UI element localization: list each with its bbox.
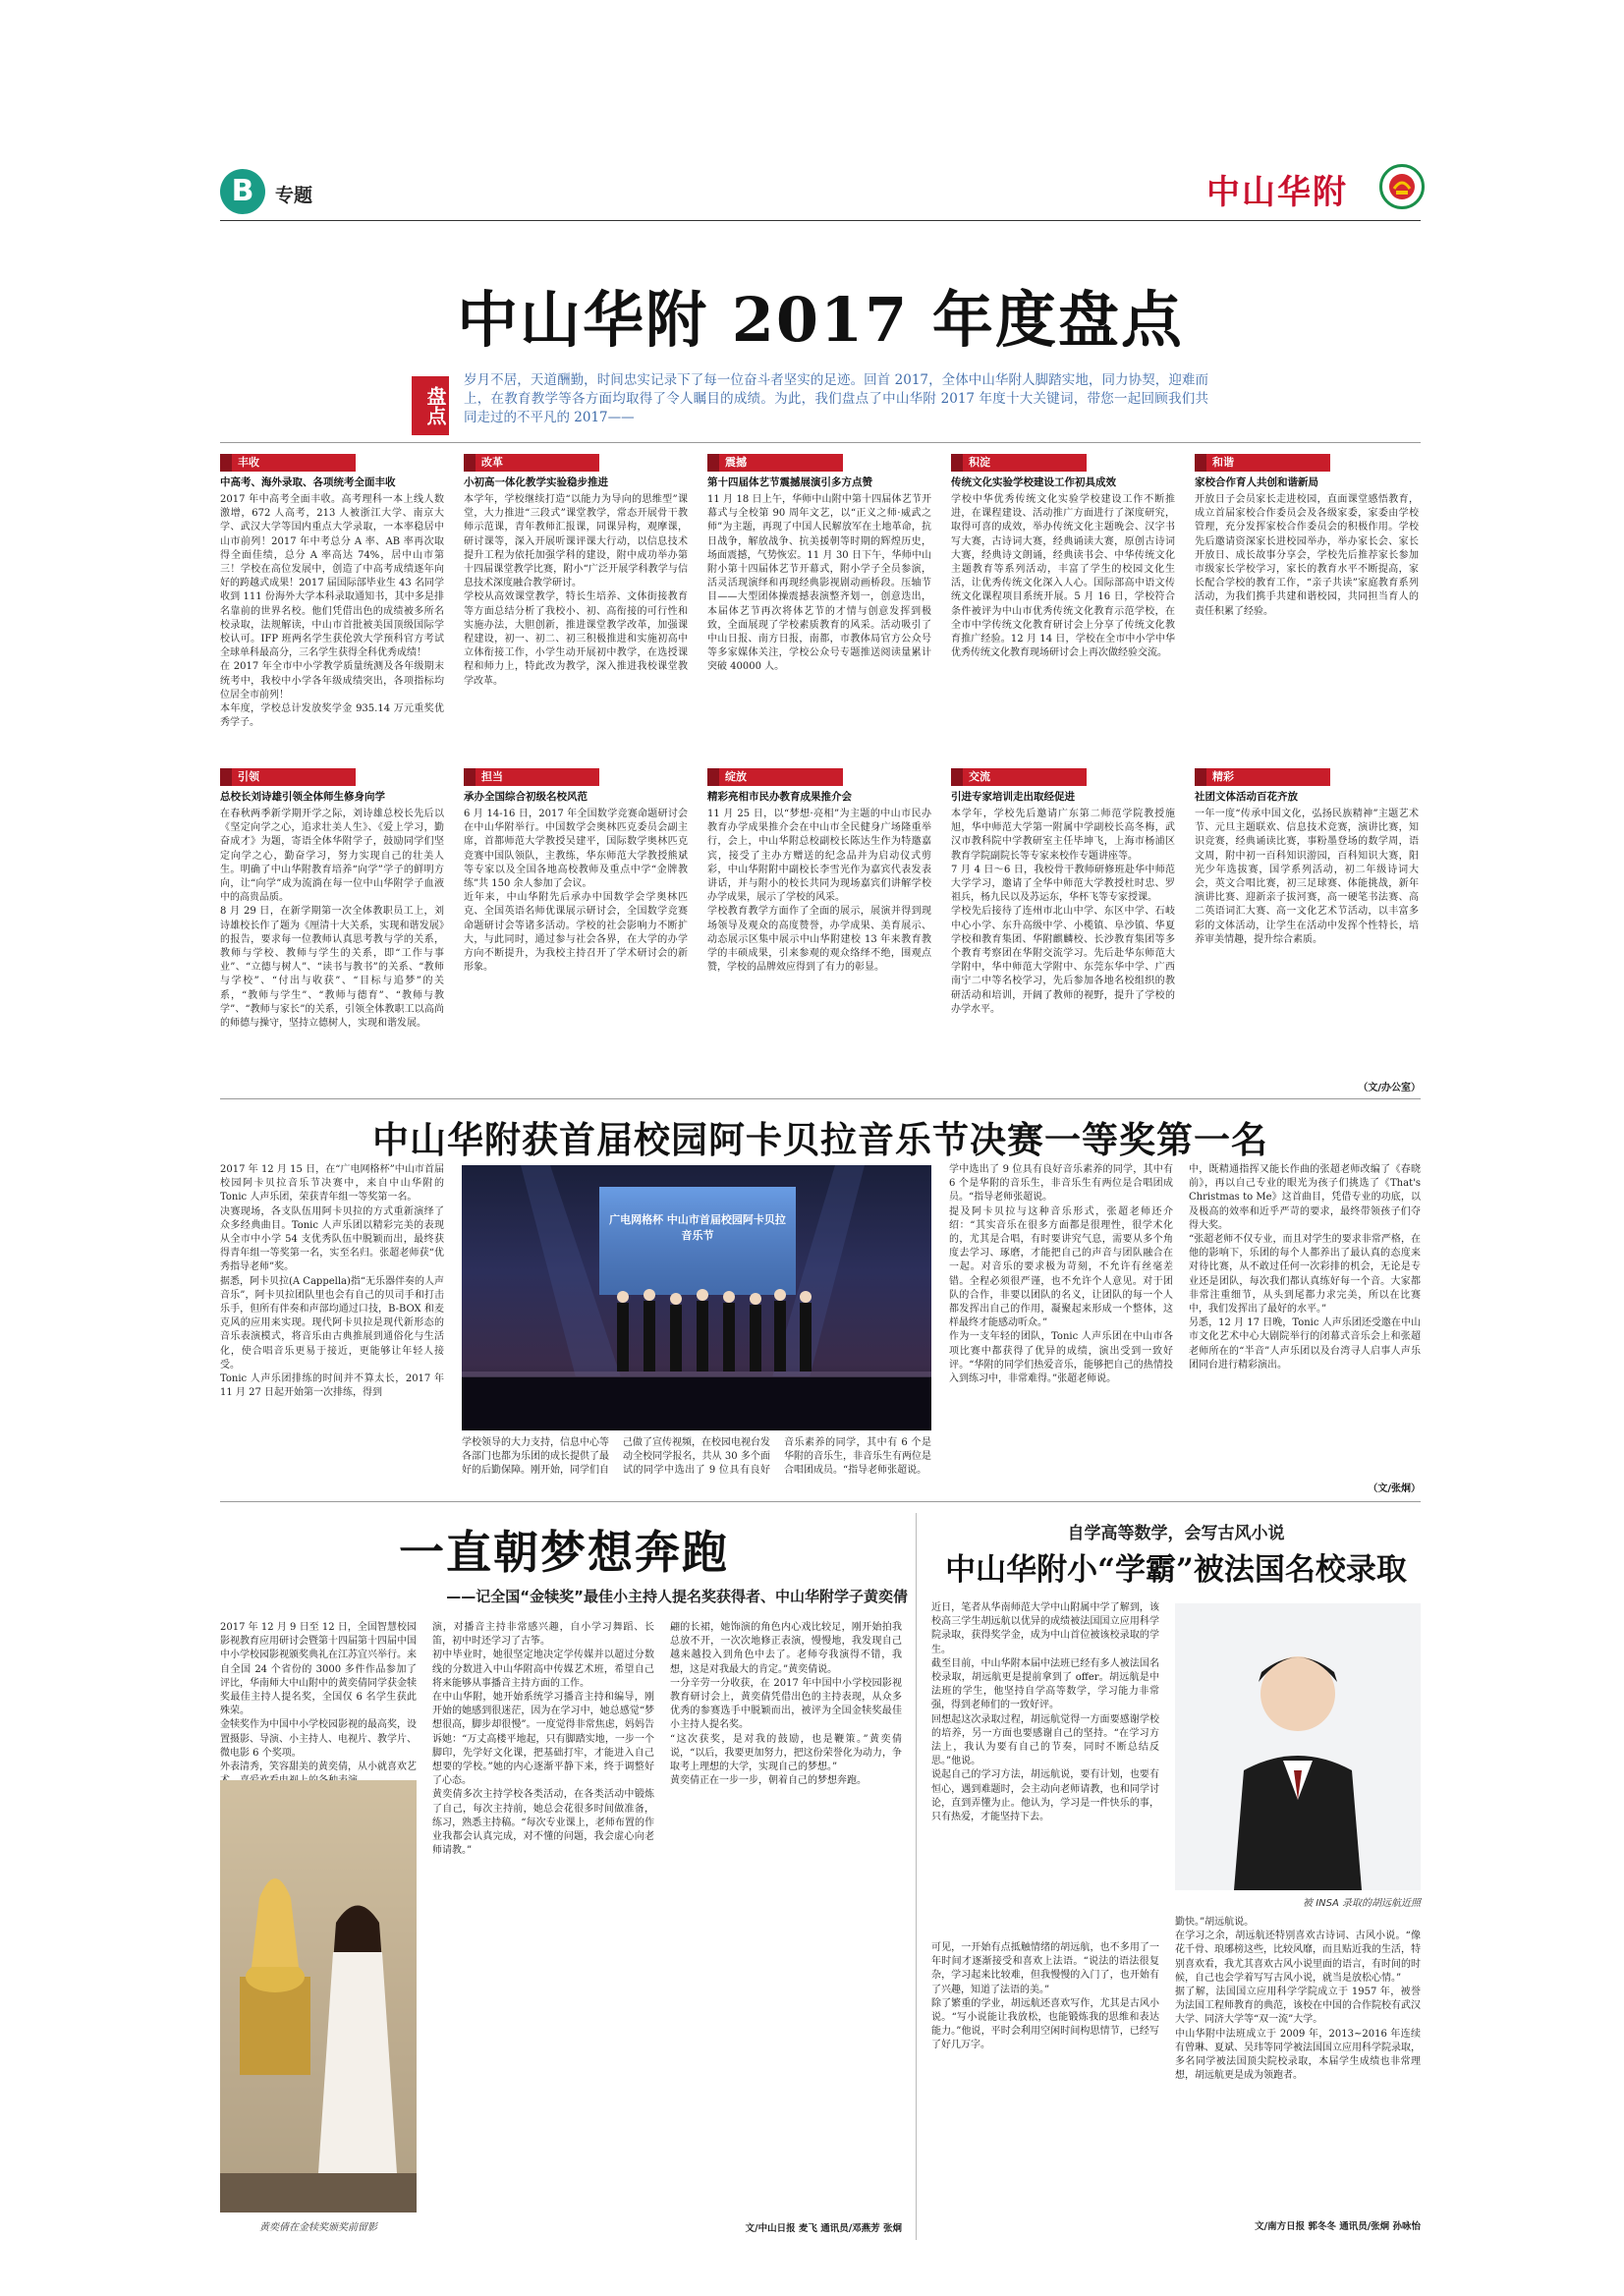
intro-text: 岁月不居，天道酬勤，时间忠实记录下了每一位奋斗者坚实的足迹。回首 2017，全体中山华附人脚踏实地，同力协契，迎难而上，在教育教学等各方面均取得了令人瞩目的成绩。为此，我们盘点了中山华附 2017 年度十大关键词，带您一起回顾我们共同走过的不平凡的 2017—— [464, 372, 1208, 425]
section-subtitle: 第十四届体艺节震撼展演引多方点赞 [707, 476, 872, 488]
section-tag: 交流 [951, 768, 1087, 786]
keyword-section [951, 768, 1175, 1089]
section-subtitle: 精彩亮相市民办教育成果推介会 [707, 791, 852, 803]
section-tag: 引领 [220, 768, 356, 786]
article3-title: 一直朝梦想奔跑 [399, 1526, 729, 1579]
article3-col3: 翩的长裙，她饰演的角色内心戏比较足，刚开始拍我总放不开，一次次地修正表演，慢慢地，我发现自己越来越投入到角色中去了。老师夸我演得不错，我想，这是对我最大的肯定。”黄奕倩说。 一分辛劳一分收获，在 2017 年中国中小学校园影视教育研讨会上，黄奕倩凭借出色的主持表现，从众多优秀的参赛选手中脱颖而出，被评为全国金犊奖最佳小主持人提名奖。 “这次获奖，是对我的鼓励，也是鞭策。”黄奕倩说，“以后，我要更加努力，把这份荣誉化为动力，争取考上理想的大学，实现自己的梦想。” 黄奕倩正在一步一步，朝着自己的梦想奔跑。 [670, 1622, 902, 1787]
article3-col2: 演，对播音主持非常感兴趣，自小学习舞蹈、长笛，初中时还学习了古筝。 初中毕业时，她很坚定地决定学传媒并以超过分数线的分数进入中山华附高中传媒艺术班，希望自己将来能够从事播音主持方面的工作。 在中山华附，她开始系统学习播音主持和编导，刚开始的她感到很迷茫，因为在学习中，她总感觉“梦想很高，脚步却很慢”。一度觉得非常焦虑，妈妈告诉她：“万丈高楼平地起，只有脚踏实地，一步一个脚印，先学好文化课，把基础打牢，才能进入自己想要的学校。”她的内心逐渐平静下来，终于调整好了心态。 黄奕倩多次主持学校各类活动，在各类活动中锻炼了自己，每次主持前，她总会花很多时间做准备，练习，熟悉主持稿。“每次专业课上，老师布置的作业我都会认真完成，对不懂的问题，我会虚心向老师请教。” [432, 1622, 654, 1857]
section-tag: 丰收 [220, 454, 356, 472]
article2-col3: 学中选出了 9 位具有良好音乐素养的同学，其中有 6 个是华附的音乐生，非音乐生有两位是合唱团成员。“指导老师张超说。 提及阿卡贝拉与这种音乐形式，张超老师还介绍：“其实音乐在很多方面都是很理性，很学术化的，尤其是合唱，有时要讲究气息，需要从多个角度去学习、琢磨，才能把自己的声音与团队融合在一起。对音乐的要求极为苛刻，不允许有丝毫差错。全程必须很严谨，也不允许个人意见。对于团队的合作，非要以团队的名义，让团队的每一个人都发挥出自己的作用，凝聚起来形成一个整体，这样最终才能感动听众。” 作为一支年轻的团队，Tonic 人声乐团在中山市各项比赛中都获得了优异的成绩，演出受到一致好评。“华附的同学们热爱音乐，能够把自己的热情投入到练习中，非常难得。”张超老师说。 [949, 1164, 1173, 1385]
student-illustration [1175, 1603, 1421, 1890]
masthead: 中山华附 [1206, 173, 1348, 212]
intro-tag-text: 盘点 [423, 386, 447, 425]
section-body: 本学年，学校继续打造“以能力为导向的思维型”课堂，大力推进“三段式”课堂教学，常态开展骨干教师示范课，青年教师汇报课，同课异构，观摩课，研讨课等，深入开展听课评课大行动，以信息技术提升工程为依托加强学科的建设，附中成功举办第十四届课堂教学比赛，附小“广泛开展学科教学与信息技术深度融合教学研讨。 学校从高效课堂教学，特长生培养、文体街接教育等方面总结分析了我校小、初、高衔接的可行性和实施办法，大胆创新，推进课堂教学改革，加强课程建设，初一、初二、初三积极推进和实施初高中立体衔接工作，小学生动开展初中教学，在选授课程和师力上，特此改为教学，深入推进我校课堂教学改革。 [464, 494, 688, 687]
section-tag: 和谐 [1195, 454, 1330, 472]
keyword-section [220, 768, 444, 1089]
section-body: 11 月 25 日，以“梦想·亮相”为主题的中山市民办教育办学成果推介会在中山市全民健身广场隆重举行，会上，中山华附总校副校长陈达生作为特邀嘉宾，接受了主办方赠送的纪念品并为启动仪式剪彩，中山华附附中副校长李雪光作为嘉宾代表发表讲话，并与附小的校长共同为现场嘉宾们讲解学校办学成果，展示了学校的风采。 学校教育教学方面作了全面的展示，展演并得到现场领导及观众的高度赞誉，办学成果、美育展示、动态展示区集中展示中山华附建校 13 年来教育教学的丰硕成果，引来参观的观众络绎不绝，围观点赞，学校的品牌效应得到了有力的彰显。 [707, 809, 931, 974]
section-body: 本学年，学校先后邀请广东第二师范学院教授施旭，华中师范大学第一附属中学副校长高冬梅，武汉市教科院中学教研室主任毕坤飞，上海市杨浦区教育学院副院长等专家来校作专题讲座等。 7 月 4 日～6 日，我校骨干教师研修班赴华中师范大学学习，邀请了全华中师范大学教授杜时忠、罗祖兵，杨九民以及苏运东，华杯飞等专家授课。 学校先后接待了连州市北山中学、东区中学、石岐中心小学、东升高级中学、小榄镇、阜沙镇、华夏学校和教育集团、华附麒麟校、长沙教育集团等多个教育考察团在华附交流学习。先后赴华东师范大学附中，华中师范大学附中、东莞东华中学、广西南宁二中等名校学习，先后参加各地名校组织的教研活动和培训，开阔了教师的视野，提升了学校的办学水平。 [951, 809, 1175, 1015]
award-photo [220, 1780, 417, 2212]
keyword-section [707, 454, 931, 764]
award-photo-caption: 黄奕倩在金犊奖颁奖前留影 [259, 2222, 377, 2233]
keyword-section [1195, 768, 1419, 1089]
section-subtitle: 承办全国综合初级名校风范 [464, 791, 588, 803]
keyword-section [464, 454, 688, 764]
section-badge [220, 169, 265, 214]
student-photo [1175, 1603, 1421, 1890]
article4-col2: 可见，一开始有点抵触情绪的胡远航，也不多用了一年时间才逐渐接受和喜欢上法语。“说法的语法很复杂，学习起来比较难，但我慢慢的入门了，也开始有了兴趣，知道了法语的美。” 除了繁重的学业，胡远航还喜欢写作，尤其是古风小说。“写小说能让我放松，也能锻炼我的思维和表达能力。”他说，平时会利用空闲时间构思情节，已经写了好几万字。 [931, 1942, 1159, 2051]
article3-col1: 2017 年 12 月 9 日至 12 日，全国智慧校园影视教育应用研讨会暨第十四届第十四届中国中小学校园影视颁奖典礼在江苏宜兴举行。来自全国 24 个省份的 3000 多件作品参加了评比，华南师大中山附中的黄奕倩同学获金犊奖最佳主持人提名奖，全国仅 6 名学生获此殊荣。 金犊奖作为中国中小学校园影视的最高奖，设置摄影、导演、小主持人、电视片、教学片、微电影 6 个奖项。 外表清秀，笑容甜美的黄奕倩，从小就喜欢艺 [220, 1622, 417, 1773]
section-subtitle: 引进专家培训走出取经促进 [951, 791, 1075, 803]
section-body: 一年一度“传承中国文化，弘扬民族精神”主题艺术节、元旦主题联欢、信息技术竞赛，演讲比赛，知识竞赛，经典诵读比赛，事粉墨登场的数学周，语文周，附中初一百科知识游园，百科知识大赛，阳光少年选拔赛，国学系列活动，初二年级诗词大会，英文合唱比赛，初三足球赛、体能挑战，新年演讲比赛、迎新亲子拔河赛，高一硬笔书法赛、高二英语词汇大赛、高一文化艺术节活动，以丰富多彩的文体活动，让学生在活动中发挥个性特长，培养审美情趣，提升综合素质。 [1195, 809, 1419, 945]
section-subtitle: 中高考、海外录取、各项统考全面丰收 [220, 476, 396, 488]
keyword-section [220, 454, 444, 764]
keyword-section [951, 454, 1175, 764]
intro-tag [412, 376, 449, 435]
section-column [220, 454, 444, 1089]
section-body: 2017 年中高考全面丰收。高考理科一本上线人数激增，672 人高考，213 人被浙江大学、南京大学、武汉大学等国内重点大学录取，一本率稳居中山市前列！2017 年中考总分 A 率、AB 率再次取得全面佳绩，总分 A 率高达 74%，居中山市第三！学校在高位发展中，创造了中高考成绩逐年向好的跨越式成果！2017 届国际部毕业生 43 名同学收到 111 份海外大学本科录取通知书，其中多是排名靠前的世界名校。他们凭借出色的成绩被多所名校录取，法规解读，中山市首批被美国顶级国际学校认可。IFP 班两名学生获伦敦大学预科官方考试全球单科最高分，三名学生获得全科优秀成绩！ 在 2017 年全市中小学教学质量统测及各年级期末统考中，我校中小学各年级成绩突出，各项指标均位居全市前列！ 本年度，学校总计发放奖学金 935.14 万元重奖优秀学子。 [220, 494, 444, 729]
section-column [707, 454, 931, 1089]
section-body: 学校中华优秀传统文化实验学校建设工作不断推进，在课程建设、活动推广方面进行了深度研究，取得可喜的成效，举办传统文化主题晚会、汉字书写大赛，古诗词大赛，经典诵读大赛，原创古诗词大赛，经典诗文朗诵，经典读书会、中华传统文化主题教育等系列活动，丰富了学生的校园文化生活，让优秀传统文化深入人心。国际部高中语文传统文化课程项目系统开展。5 月 16 日，学校符合条件被评为中山市优秀传统文化教育示范学校，在全市中学传统文化教育研讨会上分享了传统文化教育推广经验。12 月 14 日，学校在全市中小学中华优秀传统文化教育现场研讨会上再次做经验交流。 [951, 494, 1175, 659]
stage-banner: 广电网格杯 中山市首届校园阿卡贝拉音乐节 [609, 1213, 786, 1242]
section-column [1195, 454, 1419, 1089]
article4-kicker: 自学高等数学，会写古风小说 [1067, 1524, 1285, 1543]
article4-signature: 文/南方日报 郭冬冬 通讯员/张炯 孙咏怡 [1255, 2221, 1421, 2232]
section-letter: B [231, 174, 254, 208]
section-tag: 震撼 [707, 454, 843, 472]
article3-subtitle: ——记全国“金犊奖”最佳小主持人提名奖获得者、中山华附学子黄奕倩 [446, 1588, 908, 1605]
section-name: 专题 [275, 185, 313, 206]
section-tag: 绽放 [707, 768, 843, 786]
article2-col1: 2017 年 12 月 15 日，在“广电网格杯”中山市首届校园阿卡贝拉音乐节决赛中，来自中山华附的 Tonic 人声乐团，荣获青年组一等奖第一名。 决赛现场，各支队伍用阿卡贝拉的方式重新演绎了众多经典曲目。Tonic 人声乐团以精彩完美的表现从全市中小学 54 支优秀队伍中脱颖而出，最终获得青年组一等奖第一名，实至名归。张超老师获“优秀指导老师”奖。 据悉，阿卡贝拉(A Cappella)指“无乐器伴奏的人声音乐”，阿卡贝拉团队里也会有自己的贝司手和打击乐手，但所有伴奏和声部均通过口技，B-BOX 和麦克风的应用来实现。现代阿卡贝拉是现代新形态的音乐表演模式，将音乐由古典推展到通俗化与生活化，使合唱音乐更易于接近，更能够让年轻人接受。 Tonic 人声乐团排练的时间并不算太长，2017 年 11 月 27 日起开始第一次排练，得到 [220, 1164, 445, 1399]
keyword-section [707, 768, 931, 1089]
stage-illustration [462, 1165, 931, 1430]
section-subtitle: 社团文体活动百花齐放 [1195, 791, 1298, 803]
section-body: 6 月 14-16 日，2017 年全国数学竞赛命题研讨会在中山华附举行。中国数学会奥林匹克委员会副主席，首都师范大学教授吴建平，国际数学奥林匹克竞赛中国队领队，主教练，华东师范大学教授熊斌等专家以及全国各地高校教师及重点中学“金牌教练”共 150 余人参加了会议。 近年来，中山华附先后承办中国数学会学奥林匹克、全国英语名师优课展示研讨会，全国数学竞赛命题研讨会等诸多活动。学校的社会影响力不断扩大，与此同时，通过参与社会各界，在大学的办学方向不断提升，为我校主持召开了学术研讨会的新形象。 [464, 809, 688, 974]
award-girl-illustration [220, 1780, 417, 2212]
section-body: 开放日子会员家长走进校园，直面课堂感悟教育，成立首届家校合作委员会及各级家委，家委由学校管理，充分发挥家校合作委员会的积极作用。学校先后邀请资深家长进校园举办，举办家长会、家长开放日、成长故事分享会，学校先后推荐家长参加市级家长学校学习，家长的教育水平不断提高，家长配合学校的教育工作，“亲子共读”家庭教育系列活动，为我们携手共建和谐校园，共同担当育人的责任积累了经验。 [1195, 494, 1419, 617]
article2-title: 中山华附获首届校园阿卡贝拉音乐节决赛一等奖第一名 [372, 1118, 1268, 1161]
article3-signature: 文/中山日报 麦飞 通讯员/邓燕芳 张炯 [745, 2223, 902, 2234]
stage-photo [462, 1165, 931, 1430]
keyword-section [464, 768, 688, 1089]
main-title: 中山华附 2017 年度盘点 [457, 284, 1184, 356]
article4-col3: 勤快。”胡远航说。 在学习之余，胡远航还特别喜欢古诗词、古风小说。“像花千骨、琅琊榜这些，比较风靡，而且贴近我的生活，特别喜欢看，我尤其喜欢古风小说里面的语言，有时间的时候，自己也会学着写写古风小说，就当是放松心情。” 据了解，法国国立应用科学学院成立于 1957 年，被誉为法国工程师教育的典范，该校在中国的合作院校有武汉大学、同济大学等“双一流”大学。 中山华附中法班成立于 2009 年，2013~2016 年连续有曾琳、夏斌、吴玮等同学被法国国立应用科学院录取，多名同学被法国顶尖院校录取，本届学生成绩也非常理想，胡远航更是成为领跑者。 [1175, 1917, 1421, 2082]
article4-title: 中山华附小“学霸”被法国名校录取 [945, 1552, 1407, 1588]
section-tag: 精彩 [1195, 768, 1330, 786]
article4-col1: 近日，笔者从华南师范大学中山附属中学了解到，该校高三学生胡远航以优异的成绩被法国国立应用科学院录取，获得奖学金，成为中山首位被该校录取的学生。 截至目前，中山华附本届中法班已经有多人被法国名校录取，胡远航更是提前拿到了 offer。胡远航是中法班的学生，他坚持自学高等数学，学习能力非常强，得到老师们的一致好评。 回想起这次录取过程，胡远航觉得一方面要感谢学校的培养，另一方面也要感谢自己的坚持。“在学习方法上，我认为要有自己的节奏，同时不断总结反思。”他说。 说起自己的学习方法，胡远航说，要有计划，也要有恒心，遇到难题时，会主动向老师请教，也和同学讨论，直到弄懂为止。他认为，学习是一件快乐的事，只有热爱，才能坚持下去。 [931, 1602, 1159, 1823]
section-body: 在春秋两季新学期开学之际，刘诗雄总校长先后以《坚定向学之心，追求壮美人生》、《爱上学习，勤奋成才》为题，寄语全体华附学子，鼓励同学们坚定向学之心，勤奋学习，努力实现自己的壮美人生。明确了中山华附教育培养“向学”学子的鲜明方向，让“向学”成为流淌在每一位中山华附学子血液中的高贵品质。 8 月 29 日，在新学期第一次全体教职员工上，刘诗雄校长作了题为《厘清十大关系，实现和谐发展》的报告，要求每一位教师认真思考教与学的关系，教师与学校、教师与学生的关系，即“工作与事业”、“立德与树人”、“读书与教书”的关系、“教师与学校”、“付出与收获”、“目标与追梦”的关系，“教师与学生”、“教师与德育”、“教师与教学”、“教师与家长”的关系，引领全体教职工以高尚的师德与操守，坚持立德树人，实现和谐发展。 [220, 809, 444, 1030]
section-subtitle: 小初高一体化教学实验稳步推进 [464, 476, 608, 488]
section-subtitle: 总校长刘诗雄引领全体师生修身向学 [220, 791, 385, 803]
article2-below-photo: 学校领导的大力支持，信息中心等各部门也都为乐团的成长提供了最好的后勤保障。刚开始，同学们自己做了宣传视频，在校园电视台发动全校同学报名，共从 30 多个面试的同学中选出了 9 位具有良好音乐素养的同学，其中有 6 个是华附的音乐生，非音乐生有两位是合唱团成员。“指导老师张超说。 [462, 1437, 931, 1477]
section-column [951, 454, 1175, 1089]
student-photo-caption: 被 INSA 录取的胡远航近照 [1303, 1898, 1421, 1909]
section-tag: 担当 [464, 768, 599, 786]
section-body: 11 月 18 日上午，华师中山附中第十四届体艺节开幕式与全校第 90 周年文艺，以“正义之师·威武之师”为主题，再现了中国人民解放军在土地革命，抗日战争，解放战争、抗美援朝等时期的辉煌历史，场面震撼，气势恢宏。11 月 30 日下午，华师中山附小第十四届体艺节开幕式，附小学子全员参演，活灵活现演绎和再现经典影视剧动画桥段。压轴节目——大型团体操震撼表演整齐划一，创意迭出，本届体艺节再次将体艺节的才情与创意发挥到极致，全面展现了学校素质教育的风采。活动吸引了中山日报、南方日报，南都，市教体局官方公众号等多家媒体关注，学校公众号专题推送阅读量累计突破 40000 人。 [707, 494, 931, 673]
section-tag: 改革 [464, 454, 599, 472]
article2-col4: 中，既精通指挥又能长作曲的张超老师改编了《春晓前》，再以自己专业的眼光为孩子们挑选了《That's Christmas to Me》这首曲目，凭借专业的功底，以及极高的效率和近乎严苛的要求，最终带领孩子们夺得大奖。 “张超老师不仅专业，而且对学生的要求非常严格，在他的影响下，乐团的每个人都养出了最认真的态度来对待比赛，从不敢过任何一次彩排的机会，无论是专业还是团队，每次我们都认真练好每一个音。大家都非常注重细节，从头到尾都力求完美，所以在比赛中，我们发挥出了最好的水平。” 另悉，12 月 17 日晚，Tonic 人声乐团还受邀在中山市文化艺术中心大剧院举行的闭幕式音乐会上和张超老师所在的“半音”人声乐团以及台湾寻人启事人声乐团同台进行精彩演出。 [1189, 1164, 1421, 1371]
keyword-section [1195, 454, 1419, 764]
school-logo-icon [1379, 164, 1425, 209]
article2-signature: （文/张炯） [1368, 1484, 1421, 1494]
section-subtitle: 传统文化实验学校建设工作初具成效 [951, 476, 1116, 488]
section-subtitle: 家校合作育人共创和谐新局 [1195, 476, 1318, 488]
sections-signature: （文/办公室） [1358, 1083, 1421, 1093]
section-tag: 积淀 [951, 454, 1087, 472]
section-column [464, 454, 688, 1089]
